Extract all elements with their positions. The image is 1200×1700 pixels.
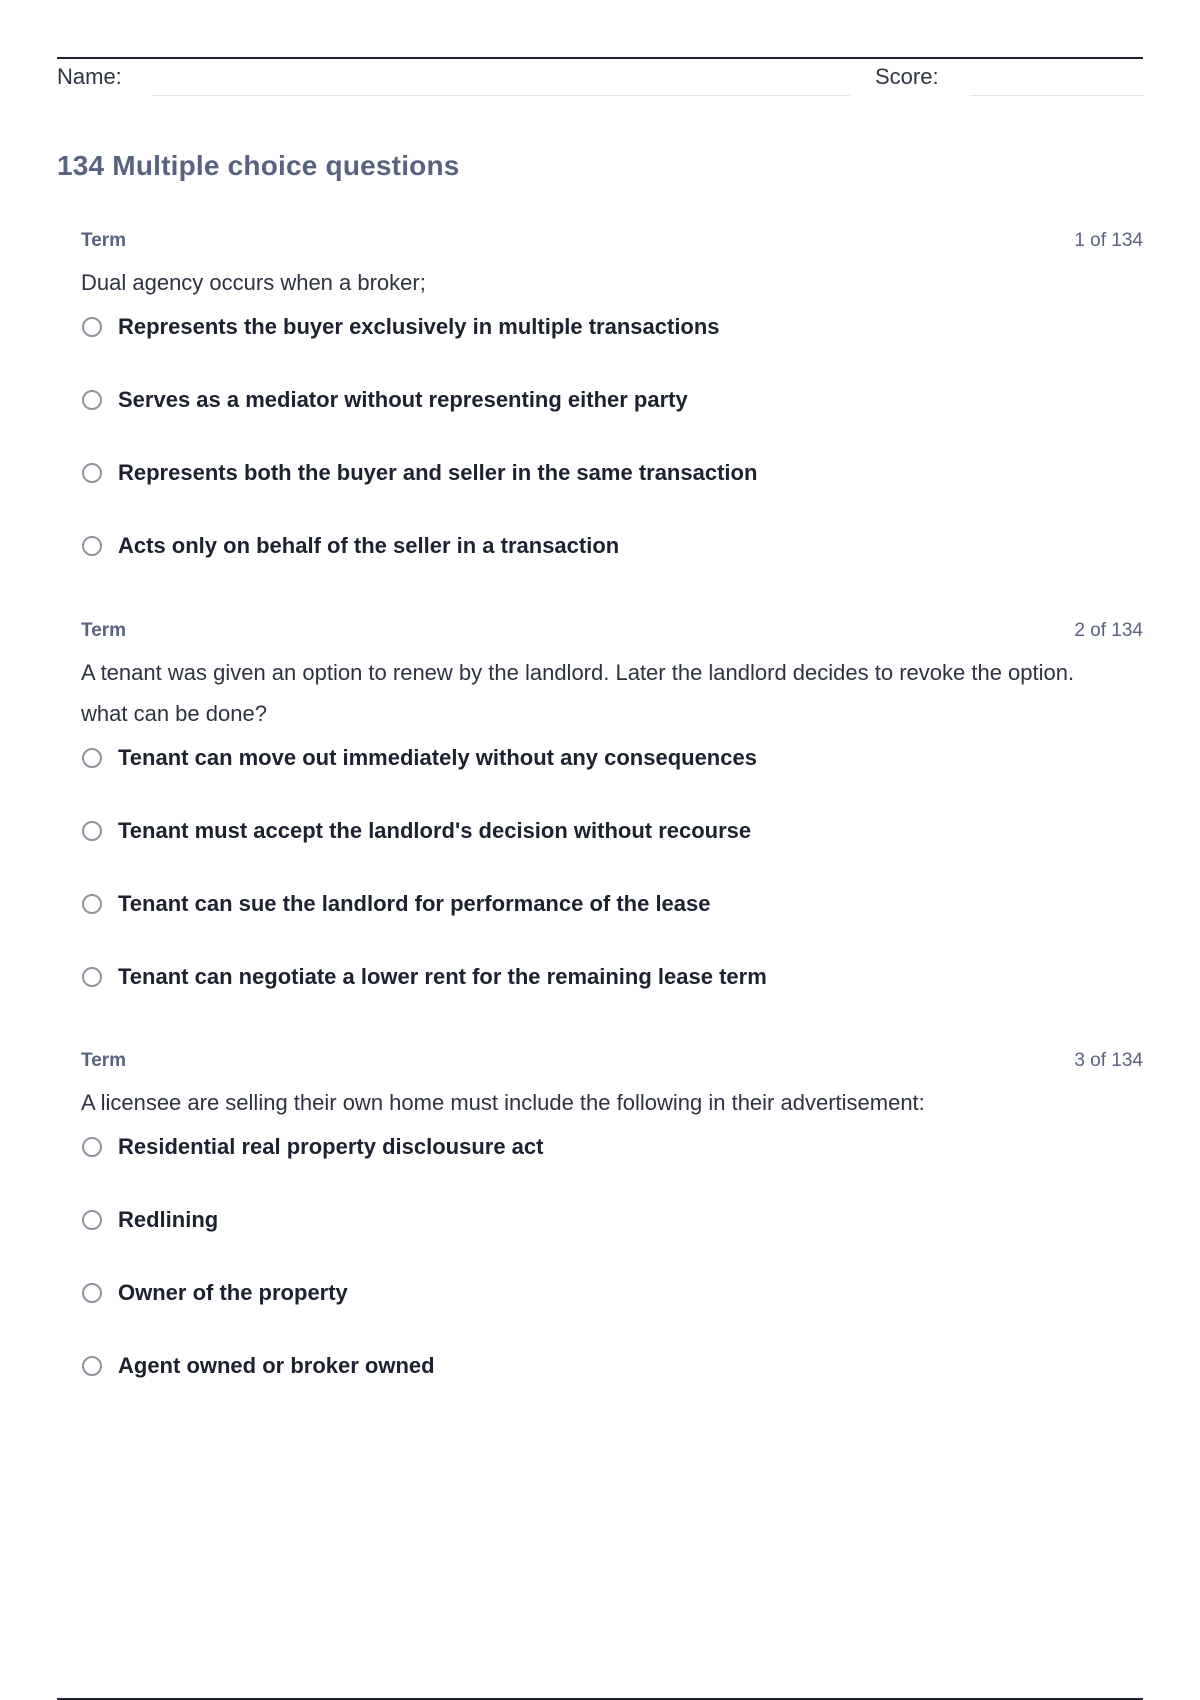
answer-option-label: Serves as a mediator without representing either party (118, 387, 688, 412)
answer-option[interactable] (81, 961, 1143, 1034)
question-term-label: Term (81, 230, 127, 251)
radio-button[interactable] (82, 390, 102, 410)
question-card (81, 230, 1143, 603)
page-title: 134 Multiple choice questions (57, 150, 460, 181)
answer-option-label: Tenant can move out immediately without any consequences (118, 745, 757, 770)
top-rule (57, 57, 1143, 59)
question-card (81, 1050, 1143, 1423)
name-label: Name: (57, 64, 122, 89)
answer-option[interactable] (81, 1204, 1143, 1277)
question-prompt: A licensee are selling their own home must include the following in their advertisement: (81, 1090, 925, 1115)
question-counter: 2 of 134 (1074, 620, 1143, 641)
answer-option[interactable] (81, 1277, 1143, 1350)
answer-option[interactable] (81, 457, 1143, 530)
question-counter: 3 of 134 (1074, 1050, 1143, 1071)
question-card (81, 620, 1143, 1034)
question-term-label: Term (81, 620, 127, 641)
answer-option-label: Redlining (118, 1207, 219, 1232)
answer-option-label: Agent owned or broker owned (118, 1353, 435, 1378)
answer-option-label: Acts only on behalf of the seller in a transaction (118, 533, 620, 558)
answer-option[interactable] (81, 311, 1143, 384)
radio-button[interactable] (82, 967, 102, 987)
answer-option-label: Owner of the property (118, 1280, 348, 1305)
answer-option[interactable] (81, 888, 1143, 961)
question-term-label: Term (81, 1050, 127, 1071)
score-label: Score: (875, 64, 939, 89)
answer-option[interactable] (81, 530, 1143, 603)
radio-button[interactable] (82, 317, 102, 337)
radio-button[interactable] (82, 1283, 102, 1303)
answer-option[interactable] (81, 815, 1143, 888)
answer-option-label: Residential real property disclousure act (118, 1134, 544, 1159)
question-prompt: Dual agency occurs when a broker; (81, 270, 426, 295)
answer-option-label: Tenant must accept the landlord's decision without recourse (118, 818, 752, 843)
answer-option[interactable] (81, 1350, 1143, 1423)
answer-option-label: Tenant can sue the landlord for performance of the lease (118, 891, 711, 916)
answer-option[interactable] (81, 1131, 1143, 1204)
name-field[interactable] (153, 95, 850, 96)
question-prompt: A tenant was given an option to renew by the landlord. Later the landlord decides to revoke the option. what can be done? (81, 660, 1075, 726)
radio-button[interactable] (82, 1137, 102, 1157)
radio-button[interactable] (82, 748, 102, 768)
answer-option[interactable] (81, 384, 1143, 457)
radio-button[interactable] (82, 1356, 102, 1376)
radio-button[interactable] (82, 821, 102, 841)
answer-option-label: Represents the buyer exclusively in multiple transactions (118, 314, 720, 339)
radio-button[interactable] (82, 536, 102, 556)
answer-option[interactable] (81, 742, 1143, 815)
radio-button[interactable] (82, 1210, 102, 1230)
answer-option-label: Tenant can negotiate a lower rent for the remaining lease term (118, 964, 767, 989)
score-field[interactable] (970, 95, 1143, 96)
radio-button[interactable] (82, 463, 102, 483)
question-counter: 1 of 134 (1074, 230, 1143, 251)
answer-option-label: Represents both the buyer and seller in the same transaction (118, 460, 758, 485)
radio-button[interactable] (82, 894, 102, 914)
